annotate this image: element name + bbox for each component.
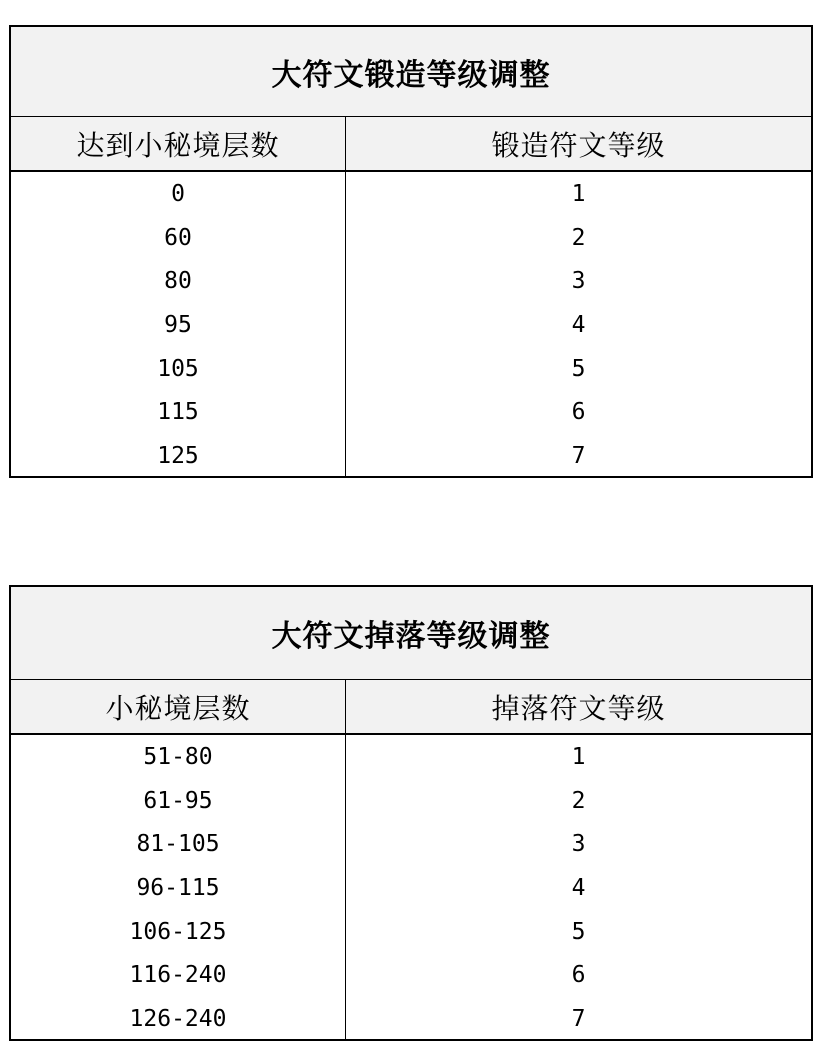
table-cell: 7 <box>571 1005 586 1032</box>
table-cell: 60 <box>164 224 192 251</box>
table-cell: 5 <box>571 355 586 382</box>
table-cell: 116-240 <box>129 962 227 989</box>
column-header-rift-level: 小秘境层数 <box>11 680 346 733</box>
column-header-rift-level: 达到小秘境层数 <box>11 117 346 170</box>
table-body <box>11 735 811 1041</box>
table-cell: 105 <box>157 355 199 382</box>
table-cell: 0 <box>171 180 185 207</box>
table-cell: 61-95 <box>143 787 213 814</box>
table-cell: 1 <box>571 743 586 770</box>
table-cell: 51-80 <box>143 743 213 770</box>
table-cell: 115 <box>157 399 199 426</box>
table-cell: 6 <box>571 399 586 426</box>
table-cell: 4 <box>571 874 586 901</box>
rift-level-range-column <box>11 735 346 1041</box>
table-body <box>11 172 811 478</box>
column-header-forge-rune-level: 锻造符文等级 <box>491 128 666 162</box>
table-cell: 3 <box>571 268 586 295</box>
table-header-row <box>11 680 811 735</box>
table-title: 大符文掉落等级调整 <box>11 587 811 680</box>
table-cell: 125 <box>157 442 199 469</box>
table-cell: 81-105 <box>136 831 220 858</box>
table-cell: 4 <box>571 311 586 338</box>
table-cell: 80 <box>164 268 192 295</box>
table-header-row <box>11 117 811 172</box>
table-title: 大符文锻造等级调整 <box>11 27 811 117</box>
table-cell: 2 <box>571 787 586 814</box>
table-cell: 126-240 <box>129 1005 227 1032</box>
table-cell: 95 <box>164 311 192 338</box>
table-cell: 1 <box>571 180 586 207</box>
table-cell: 7 <box>571 442 586 469</box>
table-cell: 106-125 <box>129 918 227 945</box>
forge-level-table <box>9 25 813 478</box>
table-cell: 96-115 <box>136 874 220 901</box>
drop-level-table <box>9 585 813 1041</box>
column-header-drop-rune-level: 掉落符文等级 <box>491 691 666 725</box>
forge-rune-level-column <box>346 172 811 478</box>
table-cell: 2 <box>571 224 586 251</box>
drop-rune-level-column <box>346 735 811 1041</box>
table-cell: 3 <box>571 831 586 858</box>
rift-level-column <box>11 172 346 478</box>
table-cell: 5 <box>571 918 586 945</box>
table-cell: 6 <box>571 962 586 989</box>
